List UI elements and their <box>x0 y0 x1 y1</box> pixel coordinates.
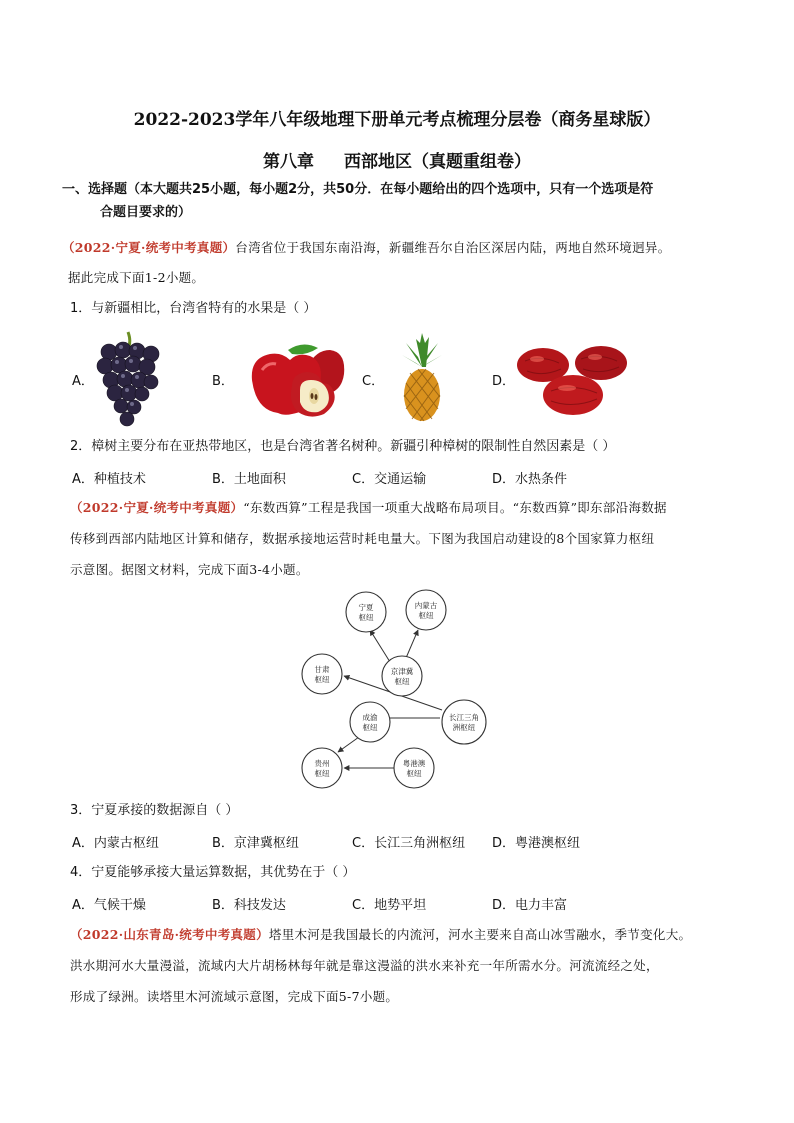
q4-option-d: D．电力丰富 <box>492 898 568 913</box>
hub-label-neimenggu-1: 内蒙古 <box>414 601 438 610</box>
q3-stem: 3．宁夏承接的数据源自（ ） <box>70 803 239 818</box>
hub-node-chengyu <box>350 702 390 742</box>
hub-label-ningxia-1: 宁夏 <box>358 603 374 612</box>
intro2-line2: 传移到西部内陆地区计算和储存，数据承接地运营时耗电量大。下图为我国启动建设的8个国家算力枢纽 <box>70 531 655 546</box>
q1-option-c-label: C． <box>362 374 385 389</box>
hub-label-changjiang-1: 长江三角 <box>449 713 479 722</box>
intro1-line1 <box>62 238 671 258</box>
chapter-title <box>0 147 794 172</box>
q3-option-b: B．京津冀枢纽 <box>212 836 299 851</box>
intro3-source: （2022·山东青岛·统考中考真题） <box>70 927 269 942</box>
apple-image <box>248 340 348 418</box>
hub-label-chengyu-1: 成渝 <box>362 713 378 722</box>
intro2-line1 <box>70 498 667 518</box>
page-title: 2022-2023学年八年级地理下册单元考点梳理分层卷（商务星球版） <box>133 110 661 130</box>
hub-label-jingjinji-2: 枢纽 <box>394 677 410 686</box>
hub-node-ningxia <box>346 592 386 632</box>
intro3-line2: 洪水期河水大量漫溢，流域内大片胡杨林每年就是靠这漫溢的洪水来补充一年所需水分。河流流经之处， <box>70 958 659 973</box>
q2-option-b: B．土地面积 <box>212 472 286 487</box>
q3-option-c: C．长江三角洲枢纽 <box>352 836 466 851</box>
pineapple-image <box>398 333 446 423</box>
jujube-image <box>515 343 633 421</box>
hub-label-neimenggu-2: 枢纽 <box>418 611 434 620</box>
hub-label-changjiang-2: 洲枢纽 <box>452 723 476 732</box>
hub-label-chengyu-2: 枢纽 <box>362 723 378 732</box>
hub-node-yuegangao <box>394 748 434 788</box>
grapes-image <box>95 330 165 428</box>
hub-node-gansu <box>302 654 342 694</box>
q1-option-a-label: A． <box>72 374 94 389</box>
hub-label-ningxia-2: 枢纽 <box>358 613 374 622</box>
intro1-source: （2022·宁夏·统考中考真题） <box>62 240 236 255</box>
q2-option-a: A．种植技术 <box>72 472 146 487</box>
q1-option-d-label: D． <box>492 374 516 389</box>
hub-label-gansu-2: 枢纽 <box>314 675 330 684</box>
intro1-text1: 台湾省位于我国东南沿海，新疆维吾尔自治区深居内陆，两地自然环境迥异。 <box>235 240 671 255</box>
q3-option-a: A．内蒙古枢纽 <box>72 836 159 851</box>
hub-label-yuegangao-1: 粤港澳 <box>402 759 426 768</box>
intro3-line1 <box>70 925 691 945</box>
q4-option-a: A．气候干燥 <box>72 898 146 913</box>
chapter-label: 第八章 <box>263 152 314 172</box>
q2-option-c: C．交通运输 <box>352 472 427 487</box>
intro3-line3: 形成了绿洲。读塔里木河流域示意图，完成下面5-7小题。 <box>70 989 399 1004</box>
chapter-subtitle: 西部地区（真题重组卷） <box>344 152 531 172</box>
intro2-text1: “东数西算”工程是我国一项重大战略布局项目。“东数西算”即东部沿海数据 <box>243 500 667 515</box>
hub-label-jingjinji-1: 京津冀 <box>390 667 414 676</box>
q4-option-c: C．地势平坦 <box>352 898 427 913</box>
hub-label-gansu-1: 甘肃 <box>314 665 330 674</box>
hub-label-guizhou-2: 枢纽 <box>314 769 330 778</box>
q1-stem: 1．与新疆相比，台湾省特有的水果是（ ） <box>70 301 317 316</box>
intro3-text1: 塔里木河是我国最长的内流河，河水主要来自高山冰雪融水，季节变化大。 <box>268 927 692 942</box>
q4-stem: 4．宁夏能够承接大量运算数据，其优势在于（ ） <box>70 865 356 880</box>
intro2-line3: 示意图。据图文材料，完成下面3-4小题。 <box>70 562 309 577</box>
q2-stem: 2．樟树主要分布在亚热带地区，也是台湾省著名树种。新疆引种樟树的限制性自然因素是（ ） <box>70 439 616 454</box>
q4-option-b: B．科技发达 <box>212 898 286 913</box>
intro1-line2: 据此完成下面1-2小题。 <box>68 270 205 285</box>
hub-label-yuegangao-2: 枢纽 <box>406 769 422 778</box>
intro2-source: （2022·宁夏·统考中考真题） <box>70 500 244 515</box>
section-heading-line1: 一、选择题（本大题共25小题，每小题2分，共50分．在每小题给出的四个选项中，只有一个选项是符 <box>62 182 654 197</box>
hub-node-changjiang <box>442 700 486 744</box>
hub-label-guizhou-1: 贵州 <box>314 759 330 768</box>
q1-option-b-label: B． <box>212 374 234 389</box>
hub-node-guizhou <box>302 748 342 788</box>
q3-option-d: D．粤港澳枢纽 <box>492 836 581 851</box>
q2-option-d: D．水热条件 <box>492 472 568 487</box>
computing-hub-diagram <box>290 588 520 790</box>
hub-node-jingjinji <box>382 656 422 696</box>
diagram-arrows <box>338 630 442 768</box>
section-heading-line2: 合题目要求的） <box>100 205 192 220</box>
hub-node-neimenggu <box>406 590 446 630</box>
